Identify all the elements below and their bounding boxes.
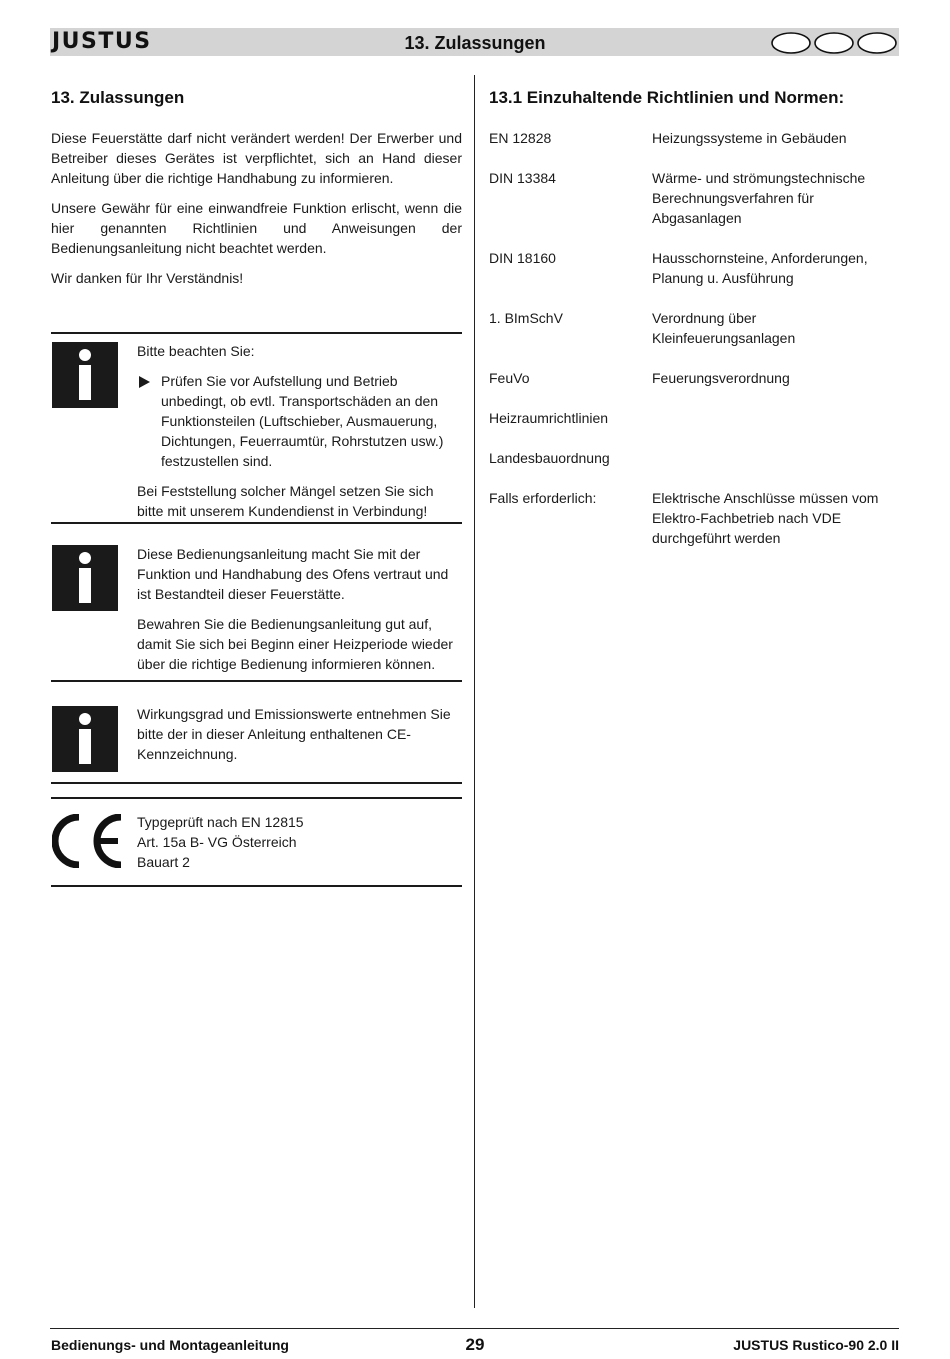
norm-code: EN 12828 <box>489 130 552 146</box>
intro-paragraph-3: Wir danken für Ihr Verständnis! <box>51 270 244 286</box>
ce-approval-line: Bauart 2 <box>137 854 190 870</box>
info-icon <box>52 545 118 611</box>
intro-paragraph-2: Unsere Gewähr für eine einwandfreie Funktion erlischt, wenn die hier genannten Richtlinien und Anweisungen der Bedienungsanleitung nicht beachtet werden. <box>51 200 462 256</box>
info-icon <box>52 342 118 408</box>
ce-mark-icon <box>52 814 126 868</box>
info-icon <box>52 706 118 772</box>
footer-rule <box>50 1328 899 1329</box>
norm-code: DIN 13384 <box>489 170 556 186</box>
ce-divider <box>51 885 462 887</box>
language-ovals-icon <box>770 31 898 55</box>
page-number: 29 <box>465 1335 485 1354</box>
norm-description: Feuerungsverordnung <box>652 370 790 386</box>
footer-product-name: JUSTUS Rustico-90 2.0 II <box>733 1337 899 1353</box>
norm-description: Wärme- und strömungstechnische Berechnungsverfahren für Abgasanlagen <box>652 170 866 226</box>
norm-code: DIN 18160 <box>489 250 556 266</box>
bullet-arrow-icon <box>139 376 150 388</box>
section-heading: 13. Zulassungen <box>51 88 185 107</box>
norm-code: Landesbauordnung <box>489 450 610 466</box>
norm-description: Elektrische Anschlüsse müssen vom Elektro-Fachbetrieb nach VDE durchgeführt werden <box>652 490 879 546</box>
notice-closing: Bei Feststellung solcher Mängel setzen Sie sich bitte mit unserem Kundendienst in Verbindung! <box>137 483 434 519</box>
footer-manual-title: Bedienungs- und Montageanleitung <box>51 1337 289 1353</box>
norm-code: FeuVo <box>489 370 530 386</box>
notice-text: Bewahren Sie die Bedienungsanleitung gut auf, damit Sie sich bei Beginn einer Heizperiode wieder über die richtige Bedienung informieren können. <box>137 616 453 672</box>
ce-divider <box>51 782 462 784</box>
norm-code: 1. BImSchV <box>489 310 563 326</box>
ce-approval-line: Typgeprüft nach EN 12815 <box>137 814 304 830</box>
notice-divider <box>51 680 462 682</box>
column-divider <box>474 75 475 1308</box>
notice-text: Diese Bedienungsanleitung macht Sie mit der Funktion und Handhabung des Ofens vertraut und ist Bestandteil dieser Feuerstätte. <box>137 546 449 602</box>
notice-lead: Bitte beachten Sie: <box>137 343 255 359</box>
norms-heading: 13.1 Einzuhaltende Richtlinien und Normen: <box>489 88 845 107</box>
norm-description: Heizungssysteme in Gebäuden <box>652 130 847 146</box>
notice-bullet-text: Prüfen Sie vor Aufstellung und Betrieb unbedingt, ob evtl. Transportschäden an den Funktionsteilen (Luftschieber, Ausmauerung, Dichtungen, Feuerraumtür, Rohrstutzen usw.) festzustellen sind. <box>161 373 444 469</box>
norm-description: Hausschornsteine, Anforderungen, Planung u. Ausführung <box>652 250 868 286</box>
ce-divider <box>51 797 462 799</box>
norm-code: Heizraumrichtlinien <box>489 410 609 426</box>
norm-description: Verordnung über Kleinfeuerungsanlagen <box>652 310 796 346</box>
notice-divider <box>51 332 462 334</box>
norm-code: Falls erforderlich: <box>489 490 597 506</box>
page-title: 13. Zulassungen <box>404 33 546 53</box>
notice-divider <box>51 522 462 524</box>
notice-text: Wirkungsgrad und Emissionswerte entnehmen Sie bitte der in dieser Anleitung enthaltenen CE-Kennzeichnung. <box>137 706 451 762</box>
ce-approval-line: Art. 15a B- VG Österreich <box>137 834 297 850</box>
brand-logo: JUSTUS <box>52 29 152 54</box>
intro-paragraph-1: Diese Feuerstätte darf nicht verändert werden! Der Erwerber und Betreiber dieses Gerätes ist verpflichtet, sich an Hand dieser Anleitung über die richtige Handhabung zu informieren. <box>51 130 462 186</box>
